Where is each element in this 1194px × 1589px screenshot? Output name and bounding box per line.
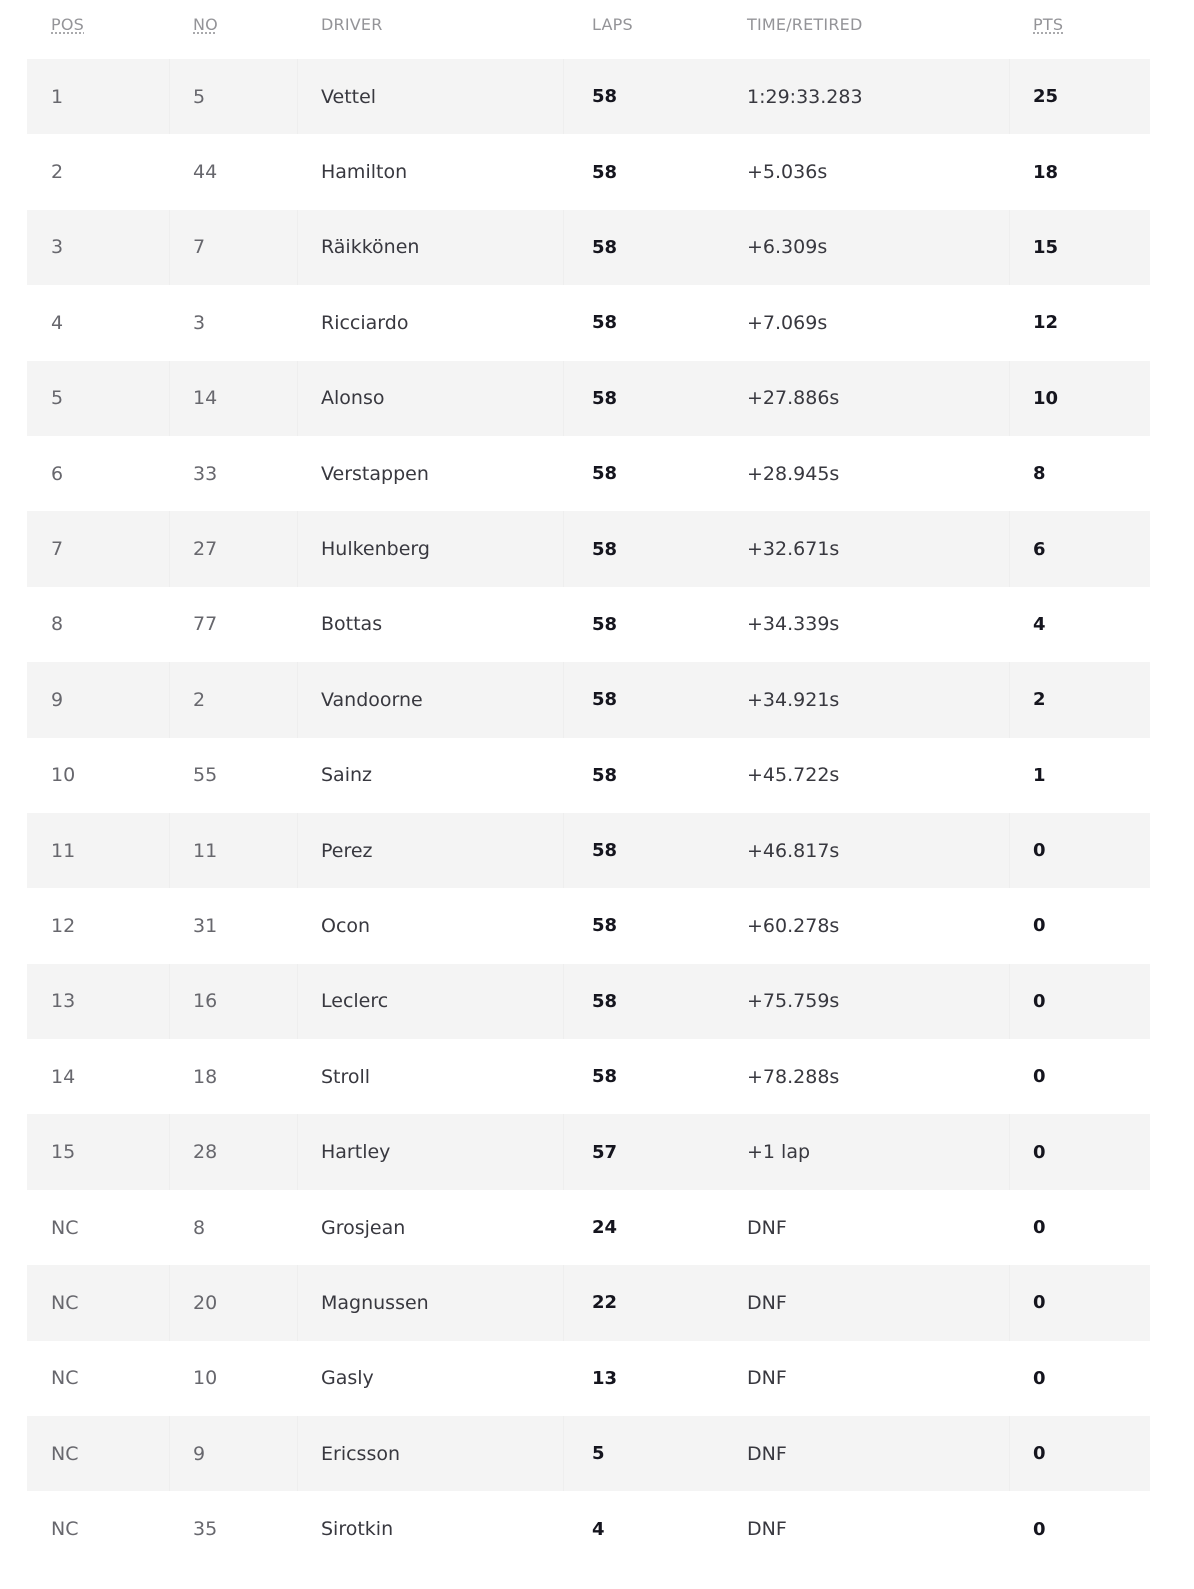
points-cell: 8 (1033, 463, 1046, 485)
car-number-cell: 7 (193, 236, 206, 259)
position-cell: 15 (51, 1141, 76, 1164)
car-number-cell: 2 (193, 688, 206, 711)
laps-cell: 58 (592, 463, 618, 485)
time-retired-cell: +5.036s (747, 161, 828, 184)
driver-name-cell: Grosjean (321, 1216, 406, 1239)
car-number-cell: 55 (193, 764, 218, 787)
car-number-cell: 11 (193, 839, 218, 862)
table-row[interactable] (27, 1039, 1150, 1114)
column-divider (563, 210, 564, 285)
car-number-cell: 27 (193, 538, 218, 561)
laps-cell: 4 (592, 1518, 605, 1540)
driver-name-cell: Hulkenberg (321, 538, 430, 561)
position-cell: 6 (51, 462, 64, 485)
time-retired-cell: +6.309s (747, 236, 828, 259)
time-retired-cell: +60.278s (747, 914, 840, 937)
laps-cell: 58 (592, 1066, 618, 1088)
points-cell: 0 (1033, 1066, 1046, 1088)
car-number-cell: 35 (193, 1518, 218, 1541)
column-divider (1009, 511, 1010, 586)
column-divider (1009, 1416, 1010, 1491)
time-retired-cell: DNF (747, 1216, 787, 1239)
column-divider (169, 662, 170, 737)
table-row[interactable] (27, 738, 1150, 813)
car-number-cell: 77 (193, 613, 218, 636)
driver-name-cell: Alonso (321, 387, 385, 410)
car-number-cell: 9 (193, 1442, 206, 1465)
driver-name-cell: Ricciardo (321, 311, 409, 334)
column-divider (169, 1114, 170, 1189)
driver-name-cell: Sirotkin (321, 1518, 394, 1541)
position-cell: NC (51, 1291, 79, 1314)
driver-name-cell: Sainz (321, 764, 372, 787)
column-divider (1009, 1265, 1010, 1340)
driver-name-cell: Ericsson (321, 1442, 401, 1465)
time-retired-cell: DNF (747, 1442, 787, 1465)
table-row[interactable] (27, 587, 1150, 662)
time-retired-cell: +1 lap (747, 1141, 811, 1164)
column-divider (297, 511, 298, 586)
laps-cell: 57 (592, 1141, 618, 1163)
points-cell: 0 (1033, 1518, 1046, 1540)
time-retired-cell: +78.288s (747, 1065, 840, 1088)
time-retired-cell: DNF (747, 1518, 787, 1541)
time-retired-cell: DNF (747, 1367, 787, 1390)
column-divider (169, 1416, 170, 1491)
laps-cell: 58 (592, 312, 618, 334)
table-row[interactable] (27, 361, 1150, 436)
position-cell: 4 (51, 311, 64, 334)
column-divider (169, 210, 170, 285)
column-divider (563, 1114, 564, 1189)
position-cell: 2 (51, 161, 64, 184)
column-divider (563, 1416, 564, 1491)
driver-name-cell: Leclerc (321, 990, 389, 1013)
points-cell: 0 (1033, 915, 1046, 937)
position-cell: 11 (51, 839, 76, 862)
time-retired-cell: +32.671s (747, 538, 840, 561)
column-divider (297, 964, 298, 1039)
header-laps: LAPS (592, 15, 633, 34)
car-number-cell: 31 (193, 914, 218, 937)
car-number-cell: 18 (193, 1065, 218, 1088)
car-number-cell: 3 (193, 311, 206, 334)
table-row[interactable] (27, 888, 1150, 963)
laps-cell: 58 (592, 538, 618, 560)
table-row[interactable] (27, 285, 1150, 360)
time-retired-cell: +46.817s (747, 839, 840, 862)
position-cell: NC (51, 1367, 79, 1390)
time-retired-cell: +27.886s (747, 387, 840, 410)
time-retired-cell: +45.722s (747, 764, 840, 787)
header-time: TIME/RETIRED (747, 15, 863, 34)
time-retired-cell: +7.069s (747, 311, 828, 334)
position-cell: NC (51, 1518, 79, 1541)
table-row[interactable] (27, 1491, 1150, 1566)
column-divider (169, 361, 170, 436)
table-row[interactable] (27, 1114, 1150, 1189)
points-cell: 0 (1033, 1367, 1046, 1389)
time-retired-cell: +75.759s (747, 990, 840, 1013)
header-driver: DRIVER (321, 15, 383, 34)
table-row[interactable] (27, 511, 1150, 586)
column-divider (297, 813, 298, 888)
column-divider (169, 964, 170, 1039)
header-no: NO (193, 15, 218, 34)
position-cell: 10 (51, 764, 76, 787)
car-number-cell: 10 (193, 1367, 218, 1390)
table-row[interactable] (27, 662, 1150, 737)
laps-cell: 58 (592, 915, 618, 937)
column-divider (1009, 1114, 1010, 1189)
driver-name-cell: Verstappen (321, 462, 429, 485)
car-number-cell: 33 (193, 462, 218, 485)
table-body (27, 59, 1150, 1567)
column-divider (297, 210, 298, 285)
table-row[interactable] (27, 1265, 1150, 1340)
column-divider (297, 1114, 298, 1189)
points-cell: 4 (1033, 613, 1046, 635)
position-cell: 5 (51, 387, 64, 410)
column-divider (563, 361, 564, 436)
column-divider (563, 511, 564, 586)
laps-cell: 22 (592, 1292, 618, 1314)
position-cell: 3 (51, 236, 64, 259)
column-divider (297, 662, 298, 737)
position-cell: 14 (51, 1065, 76, 1088)
points-cell: 15 (1033, 236, 1059, 258)
car-number-cell: 8 (193, 1216, 206, 1239)
column-divider (563, 662, 564, 737)
car-number-cell: 28 (193, 1141, 218, 1164)
points-cell: 2 (1033, 689, 1046, 711)
points-cell: 10 (1033, 387, 1059, 409)
column-divider (1009, 662, 1010, 737)
laps-cell: 58 (592, 990, 618, 1012)
laps-cell: 58 (592, 689, 618, 711)
table-header (27, 0, 1150, 59)
points-cell: 25 (1033, 86, 1059, 108)
time-retired-cell: +34.339s (747, 613, 840, 636)
column-divider (563, 1265, 564, 1340)
column-divider (1009, 59, 1010, 134)
time-retired-cell: DNF (747, 1291, 787, 1314)
driver-name-cell: Magnussen (321, 1291, 429, 1314)
points-cell: 12 (1033, 312, 1059, 334)
driver-name-cell: Vettel (321, 85, 377, 108)
position-cell: 8 (51, 613, 64, 636)
points-cell: 0 (1033, 1292, 1046, 1314)
column-divider (169, 59, 170, 134)
header-pos: POS (51, 15, 84, 34)
table-row[interactable] (27, 1190, 1150, 1265)
column-divider (1009, 210, 1010, 285)
column-divider (563, 59, 564, 134)
points-cell: 0 (1033, 990, 1046, 1012)
points-cell: 6 (1033, 538, 1046, 560)
race-results-table (27, 0, 1150, 1567)
driver-name-cell: Gasly (321, 1367, 374, 1390)
laps-cell: 5 (592, 1443, 605, 1465)
driver-name-cell: Bottas (321, 613, 383, 636)
column-divider (1009, 964, 1010, 1039)
header-pts: PTS (1033, 15, 1064, 34)
table-row[interactable] (27, 1416, 1150, 1491)
laps-cell: 58 (592, 161, 618, 183)
position-cell: 7 (51, 538, 64, 561)
points-cell: 0 (1033, 1141, 1046, 1163)
driver-name-cell: Räikkönen (321, 236, 420, 259)
laps-cell: 58 (592, 764, 618, 786)
column-divider (297, 59, 298, 134)
laps-cell: 58 (592, 613, 618, 635)
car-number-cell: 14 (193, 387, 218, 410)
position-cell: 13 (51, 990, 76, 1013)
driver-name-cell: Perez (321, 839, 373, 862)
position-cell: 9 (51, 688, 64, 711)
column-divider (563, 964, 564, 1039)
points-cell: 0 (1033, 840, 1046, 862)
driver-name-cell: Stroll (321, 1065, 371, 1088)
column-divider (297, 1265, 298, 1340)
points-cell: 18 (1033, 161, 1059, 183)
car-number-cell: 5 (193, 85, 206, 108)
time-retired-cell: 1:29:33.283 (747, 85, 863, 108)
table-row[interactable] (27, 59, 1150, 134)
table-row[interactable] (27, 134, 1150, 209)
column-divider (1009, 361, 1010, 436)
car-number-cell: 20 (193, 1291, 218, 1314)
table-row[interactable] (27, 1341, 1150, 1416)
column-divider (1009, 813, 1010, 888)
laps-cell: 24 (592, 1217, 618, 1239)
points-cell: 1 (1033, 764, 1046, 786)
column-divider (563, 813, 564, 888)
table-row[interactable] (27, 964, 1150, 1039)
time-retired-cell: +28.945s (747, 462, 840, 485)
position-cell: 12 (51, 914, 76, 937)
table-row[interactable] (27, 210, 1150, 285)
driver-name-cell: Vandoorne (321, 688, 423, 711)
driver-name-cell: Ocon (321, 914, 371, 937)
laps-cell: 58 (592, 236, 618, 258)
car-number-cell: 16 (193, 990, 218, 1013)
driver-name-cell: Hartley (321, 1141, 391, 1164)
table-row[interactable] (27, 813, 1150, 888)
driver-name-cell: Hamilton (321, 161, 408, 184)
position-cell: 1 (51, 85, 64, 108)
car-number-cell: 44 (193, 161, 218, 184)
column-divider (297, 361, 298, 436)
position-cell: NC (51, 1216, 79, 1239)
points-cell: 0 (1033, 1217, 1046, 1239)
column-divider (297, 1416, 298, 1491)
laps-cell: 58 (592, 840, 618, 862)
laps-cell: 58 (592, 387, 618, 409)
time-retired-cell: +34.921s (747, 688, 840, 711)
column-divider (169, 511, 170, 586)
column-divider (169, 1265, 170, 1340)
points-cell: 0 (1033, 1443, 1046, 1465)
table-row[interactable] (27, 436, 1150, 511)
column-divider (169, 813, 170, 888)
laps-cell: 13 (592, 1367, 618, 1389)
laps-cell: 58 (592, 86, 618, 108)
position-cell: NC (51, 1442, 79, 1465)
